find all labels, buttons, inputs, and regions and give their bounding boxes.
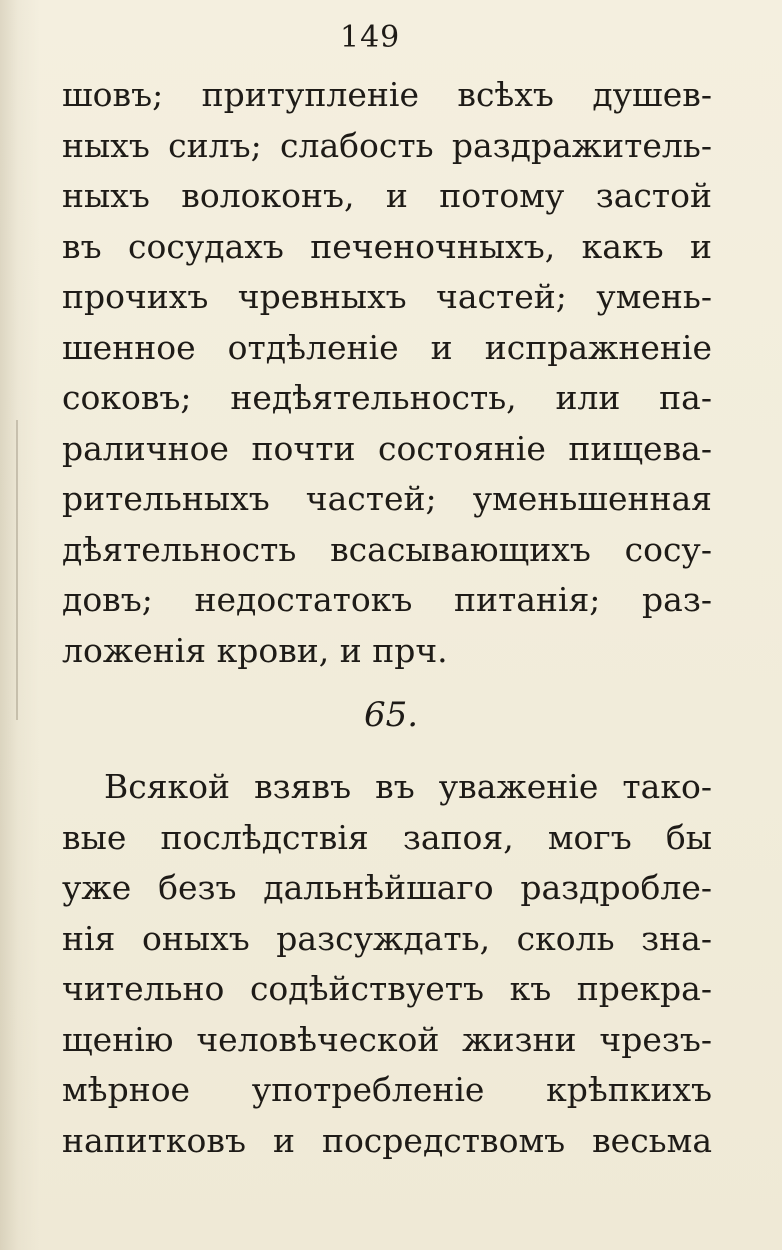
- text-line: чительно содѣйствуетъ къ прекра-: [62, 969, 712, 1008]
- text-line: рительныхъ частей; уменьшенная: [62, 479, 712, 518]
- text-line: уже безъ дальнѣйшаго раздробле-: [62, 868, 712, 907]
- page-number: 149: [340, 20, 401, 55]
- paragraph-bottom: [62, 762, 712, 1166]
- text-line: вые послѣдствія запоя, могъ бы: [62, 817, 712, 857]
- text-line: дѣятельность всасывающихъ сосу-: [62, 529, 712, 569]
- text-line: прочихъ чревныхъ частей; умень-: [62, 277, 712, 316]
- page-gutter-shadow: [16, 420, 18, 720]
- text-line: напитковъ и посредствомъ весьма: [62, 1120, 712, 1160]
- text-line: шенное отдѣленіе и испражненіе: [62, 327, 712, 367]
- text-line: ныхъ волоконъ, и потому застой: [62, 176, 712, 215]
- paragraph-top: [62, 70, 712, 676]
- text-line: ложенія крови, и прч.: [62, 630, 448, 670]
- text-line: мѣрное употребленіе крѣпкихъ: [62, 1070, 712, 1109]
- text-line: довъ; недостатокъ питанія; раз-: [62, 580, 712, 619]
- text-line: соковъ; недѣятельность, или па-: [62, 378, 712, 417]
- text-line: раличное почти состояніе пищева-: [62, 428, 712, 468]
- text-line: въ сосудахъ печеночныхъ, какъ и: [62, 226, 712, 266]
- text-line: щенію человѣческой жизни чрезъ-: [62, 1019, 712, 1059]
- text-line: ныхъ силъ; слабость раздражитель-: [62, 125, 712, 165]
- text-line: шовъ; притупленіе всѣхъ душев-: [62, 75, 712, 114]
- text-line: Всякой взявъ въ уваженіе тако-: [104, 767, 712, 806]
- text-line: нія оныхъ разсуждать, сколь зна-: [62, 918, 712, 958]
- section-number: 65.: [363, 695, 419, 735]
